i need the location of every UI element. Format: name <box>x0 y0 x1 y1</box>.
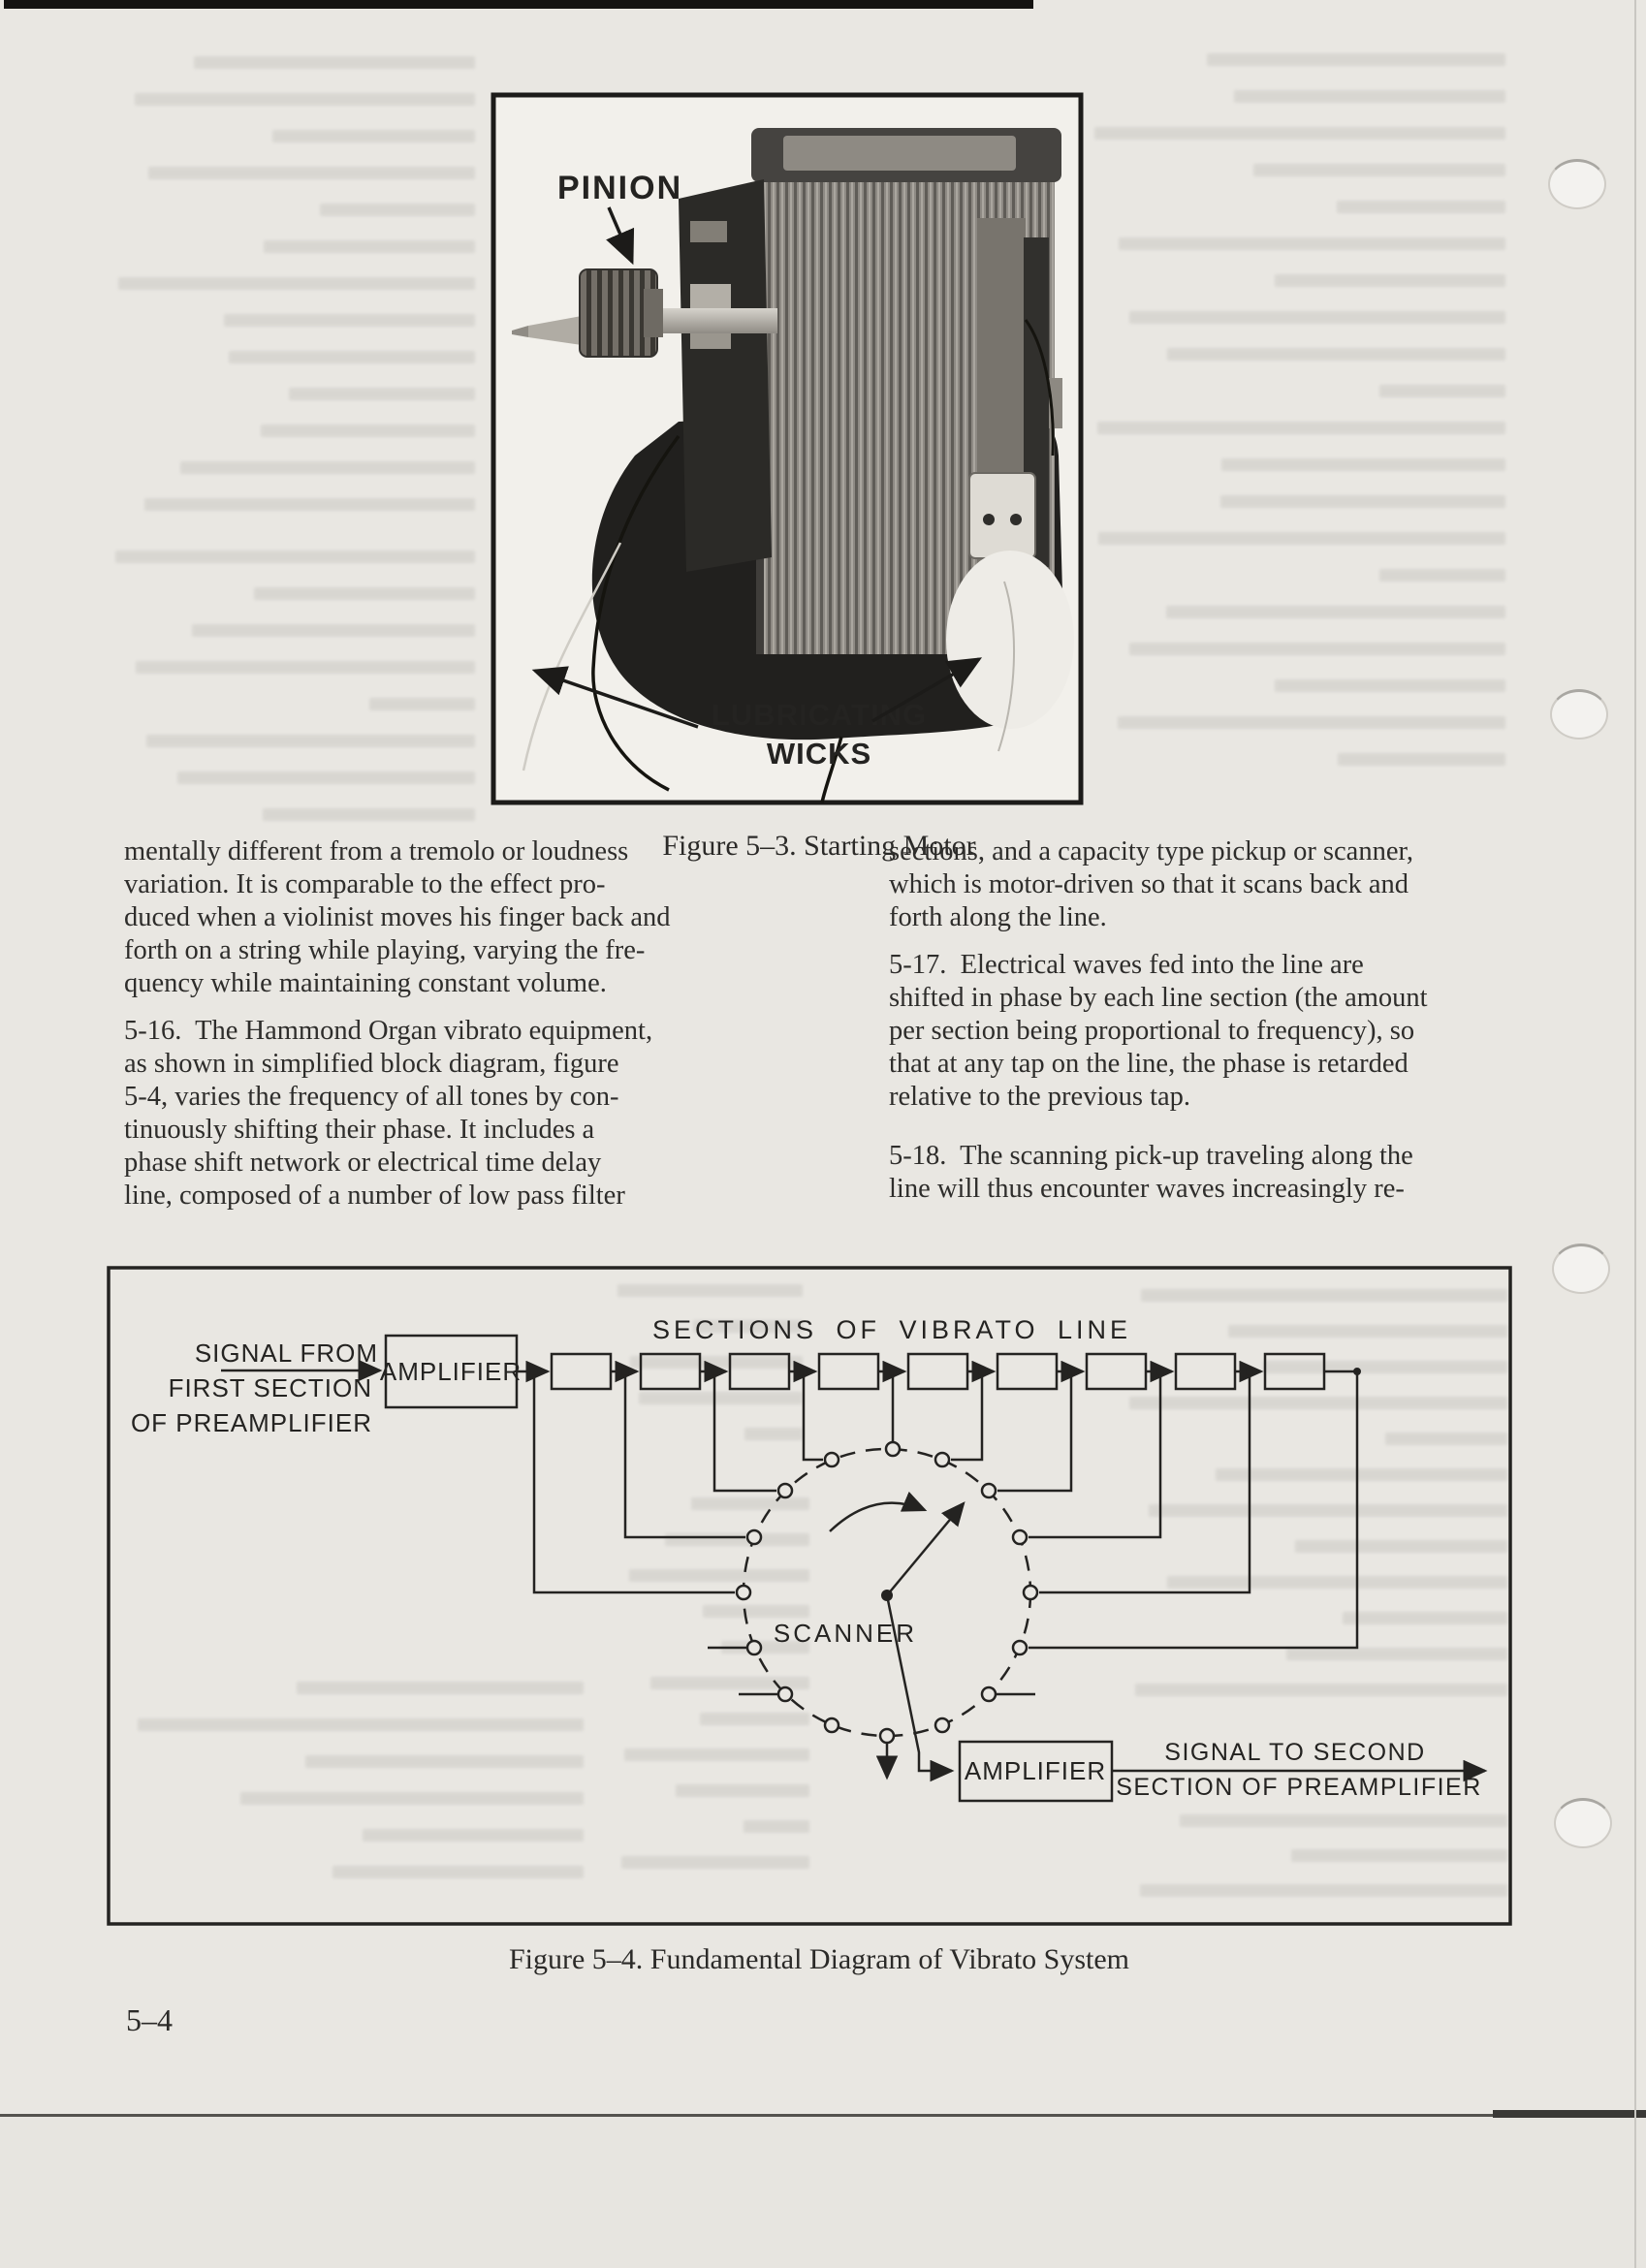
body-line: 5-18. The scanning pick-up traveling along the <box>889 1141 1413 1171</box>
line-section-box <box>819 1354 878 1389</box>
page-number: 5–4 <box>126 2002 173 2037</box>
signal-to-label: SECTION OF PREAMPLIFIER <box>1116 1774 1482 1801</box>
bleedthrough-text <box>114 56 475 511</box>
punch-hole <box>1552 1244 1610 1294</box>
line-section-box <box>1176 1354 1235 1389</box>
paragraph-5-17 <box>889 949 1529 1114</box>
body-line: per section being proportional to frequency), so <box>889 1016 1415 1046</box>
paragraph-5-18 <box>889 1140 1529 1206</box>
right-column <box>889 835 1529 1220</box>
signal-from-label: OF PREAMPLIFIER <box>130 1408 372 1437</box>
line-section-box <box>730 1354 789 1389</box>
body-line: mentally different from a tremolo or loudness <box>124 836 629 866</box>
body-line: relative to the previous tap. <box>889 1082 1191 1112</box>
scan-edge-strip <box>4 0 1033 9</box>
figure-5-3-photo <box>485 85 1091 812</box>
scanner-label: SCANNER <box>773 1619 918 1648</box>
body-line: line will thus encounter waves increasingly re- <box>889 1174 1405 1204</box>
scan-bottom-band <box>0 2117 1646 2268</box>
figure-5-3-caption: Figure 5–3. Starting Motor <box>662 830 976 862</box>
line-section-box <box>1265 1354 1324 1389</box>
pinion-label: PINION <box>557 170 683 206</box>
figure-5-4-caption: Figure 5–4. Fundamental Diagram of Vibrato System <box>508 1943 1130 1975</box>
paragraph-5-16 <box>124 1015 744 1213</box>
paragraph <box>889 835 1529 934</box>
lubricating-wicks-label: LUBRICATING <box>711 698 928 732</box>
body-line: as shown in simplified block diagram, figure <box>124 1049 619 1079</box>
tap-wires <box>534 1371 1357 1778</box>
signal-from-label: SIGNAL FROM <box>194 1339 378 1368</box>
figure-5-4-diagram <box>102 1260 1517 1934</box>
signal-to-label: SIGNAL TO SECOND <box>1164 1739 1426 1766</box>
tap-junctions <box>530 1368 1361 1601</box>
page-right-edge <box>1634 0 1636 2268</box>
bleedthrough-text <box>1093 53 1505 766</box>
sections-of-vibrato-line-label: SECTIONS OF VIBRATO LINE <box>651 1315 1132 1344</box>
punch-hole <box>1554 1798 1612 1848</box>
body-line: forth along the line. <box>889 902 1107 932</box>
body-line: duced when a violinist moves his finger back and <box>124 902 671 932</box>
body-line: forth on a string while playing, varying the fre- <box>124 935 646 965</box>
output-amplifier-label: AMPLIFIER <box>964 1756 1107 1785</box>
scan-bottom-line <box>0 2114 1646 2117</box>
line-section-box <box>641 1354 700 1389</box>
punch-hole <box>1548 159 1606 209</box>
body-line: 5-4, varies the frequency of all tones by con- <box>124 1082 619 1112</box>
punch-hole <box>1550 689 1608 740</box>
scan-bottom-line-end <box>1493 2110 1646 2118</box>
line-section-box <box>908 1354 967 1389</box>
body-line: variation. It is comparable to the effect pro- <box>124 869 606 899</box>
bleedthrough-text <box>114 551 475 821</box>
rotation-arrow <box>830 1503 925 1531</box>
body-line: which is motor-driven so that it scans back and <box>889 869 1409 899</box>
body-line: 5-16. The Hammond Organ vibrato equipment, <box>124 1016 653 1046</box>
body-line: that at any tap on the line, the phase is retarded <box>889 1049 1409 1079</box>
line-section-box <box>997 1354 1057 1389</box>
body-line: tinuously shifting their phase. It includes a <box>124 1115 595 1145</box>
input-amplifier-label: AMPLIFIER <box>379 1357 522 1386</box>
body-line: sections, and a capacity type pickup or scanner, <box>889 836 1413 866</box>
terminal-block <box>969 473 1035 558</box>
body-line: shifted in phase by each line section (the amount <box>889 983 1428 1013</box>
lubricating-wicks-label: WICKS <box>766 737 872 771</box>
paragraph <box>124 835 744 1000</box>
left-column <box>124 835 744 1227</box>
line-section-box <box>1087 1354 1146 1389</box>
body-line: line, composed of a number of low pass filter <box>124 1181 625 1211</box>
body-line: 5-17. Electrical waves fed into the line are <box>889 950 1364 980</box>
body-line: quency while maintaining constant volume. <box>124 968 607 998</box>
body-line: phase shift network or electrical time delay <box>124 1148 602 1178</box>
line-section-box <box>552 1354 611 1389</box>
signal-from-label: FIRST SECTION <box>168 1373 372 1402</box>
